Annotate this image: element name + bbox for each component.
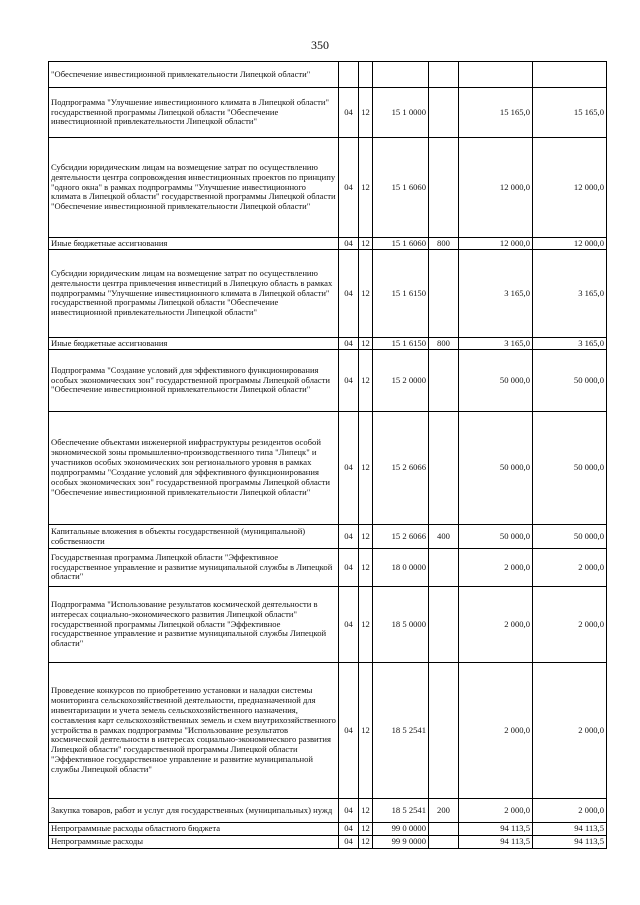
row-section: 04 — [339, 549, 359, 587]
row-name: Субсидии юридическим лицам на возмещение затрат по осуществлению деятельности центра сопровождения инвестиционных проектов по принципу "одного окна" в рамках подпрограммы "Улучшение инвестиционного климата в Липецкой области" государственной программы Липецкой области "Обеспечение инвестиционной привлекательности Липецкой области" — [49, 138, 339, 238]
row-section: 04 — [339, 663, 359, 799]
row-section: 04 — [339, 412, 359, 525]
row-subsection: 12 — [359, 238, 373, 250]
row-sum-year1: 12 000,0 — [459, 138, 533, 238]
row-expense-type — [429, 663, 459, 799]
row-target-code: 15 1 6060 — [373, 138, 429, 238]
row-target-code — [373, 62, 429, 88]
row-subsection: 12 — [359, 88, 373, 138]
row-sum-year1: 2 000,0 — [459, 587, 533, 663]
row-target-code: 15 2 6066 — [373, 525, 429, 549]
row-expense-type: 200 — [429, 799, 459, 823]
row-target-code: 18 5 0000 — [373, 587, 429, 663]
row-expense-type: 400 — [429, 525, 459, 549]
row-expense-type — [429, 138, 459, 238]
row-expense-type — [429, 549, 459, 587]
row-sum-year1: 94 113,5 — [459, 836, 533, 849]
row-section: 04 — [339, 238, 359, 250]
row-sum-year2: 12 000,0 — [533, 138, 607, 238]
row-sum-year1: 94 113,5 — [459, 823, 533, 836]
table-row — [49, 238, 607, 250]
row-subsection: 12 — [359, 663, 373, 799]
row-name: Подпрограмма "Использование результатов космической деятельности в интересах социально-экономического развития Липецкой области" государственной программы Липецкой области "Эффективное государственное управление и развитие муниципальной службы Липецкой области" — [49, 587, 339, 663]
row-target-code: 99 0 0000 — [373, 823, 429, 836]
row-expense-type — [429, 412, 459, 525]
row-sum-year1: 3 165,0 — [459, 338, 533, 350]
row-expense-type: 800 — [429, 238, 459, 250]
row-sum-year2: 3 165,0 — [533, 250, 607, 338]
row-sum-year1: 50 000,0 — [459, 412, 533, 525]
row-subsection: 12 — [359, 250, 373, 338]
row-target-code: 99 9 0000 — [373, 836, 429, 849]
row-sum-year2: 12 000,0 — [533, 238, 607, 250]
row-name: Иные бюджетные ассигнования — [49, 238, 339, 250]
row-sum-year1: 50 000,0 — [459, 525, 533, 549]
row-name: Обеспечение объектами инженерной инфраструктуры резидентов особой экономической зоны промышленно-производственного типа "Липецк" и участников особых экономических зон регионального уровня в рамках подпрограммы "Создание условий для эффективного функционирования особых экономических зон" государственной программы Липецкой области "Обеспечение инвестиционной привлекательности Липецкой области" — [49, 412, 339, 525]
table-row — [49, 338, 607, 350]
row-sum-year2: 2 000,0 — [533, 587, 607, 663]
table-row — [49, 799, 607, 823]
row-sum-year1: 3 165,0 — [459, 250, 533, 338]
row-subsection: 12 — [359, 836, 373, 849]
row-target-code: 15 2 6066 — [373, 412, 429, 525]
row-expense-type — [429, 350, 459, 412]
row-sum-year2: 2 000,0 — [533, 799, 607, 823]
row-subsection: 12 — [359, 338, 373, 350]
row-sum-year1: 2 000,0 — [459, 549, 533, 587]
row-sum-year2: 2 000,0 — [533, 549, 607, 587]
row-target-code: 15 1 6150 — [373, 338, 429, 350]
table-row — [49, 836, 607, 849]
row-target-code: 15 1 0000 — [373, 88, 429, 138]
row-sum-year1: 2 000,0 — [459, 663, 533, 799]
row-subsection: 12 — [359, 799, 373, 823]
row-sum-year1: 12 000,0 — [459, 238, 533, 250]
row-section: 04 — [339, 88, 359, 138]
row-subsection: 12 — [359, 525, 373, 549]
table-row — [49, 138, 607, 238]
table-row — [49, 350, 607, 412]
row-name: Непрограммные расходы — [49, 836, 339, 849]
row-section — [339, 62, 359, 88]
row-expense-type — [429, 836, 459, 849]
row-sum-year2: 94 113,5 — [533, 836, 607, 849]
row-sum-year1 — [459, 62, 533, 88]
row-target-code: 15 1 6060 — [373, 238, 429, 250]
row-subsection — [359, 62, 373, 88]
row-name: Закупка товаров, работ и услуг для государственных (муниципальных) нужд — [49, 799, 339, 823]
row-section: 04 — [339, 587, 359, 663]
row-subsection: 12 — [359, 587, 373, 663]
row-name: Проведение конкурсов по приобретению установки и наладки системы мониторинга сельскохозяйственной деятельности, предназначенной для инвентаризации и учета земель сельскохозяйственного назначения, составления карт сельскохозяйственных земель и схем внутрихозяйственного устройства в рамках подпрограммы "Использование результатов космической деятельности в интересах социально-экономического развития Липецкой области" государственной программы Липецкой области "Эффективное государственное управление и развитие муниципальной службы Липецкой области" — [49, 663, 339, 799]
row-sum-year2 — [533, 62, 607, 88]
row-target-code: 15 2 0000 — [373, 350, 429, 412]
table-row — [49, 250, 607, 338]
row-expense-type — [429, 62, 459, 88]
row-target-code: 18 5 2541 — [373, 663, 429, 799]
page-number: 350 — [311, 38, 329, 52]
row-name: Подпрограмма "Улучшение инвестиционного климата в Липецкой области" государственной программы Липецкой области "Обеспечение инвестиционной привлекательности Липецкой области" — [49, 88, 339, 138]
row-name: Субсидии юридическим лицам на возмещение затрат по осуществлению деятельности центра привлечения инвестиций в Липецкую область в рамках подпрограммы "Улучшение инвестиционного климата в Липецкой области" государственной программы Липецкой области "Обеспечение инвестиционной привлекательности Липецкой области" — [49, 250, 339, 338]
row-section: 04 — [339, 525, 359, 549]
table-row — [49, 549, 607, 587]
row-sum-year2: 94 113,5 — [533, 823, 607, 836]
row-name: Подпрограмма "Создание условий для эффективного функционирования особых экономических зон" государственной программы Липецкой области "Обеспечение инвестиционной привлекательности Липецкой области" — [49, 350, 339, 412]
row-section: 04 — [339, 799, 359, 823]
row-sum-year2: 15 165,0 — [533, 88, 607, 138]
table-row — [49, 525, 607, 549]
row-sum-year1: 50 000,0 — [459, 350, 533, 412]
row-sum-year2: 50 000,0 — [533, 412, 607, 525]
row-section: 04 — [339, 836, 359, 849]
table-row — [49, 823, 607, 836]
table-row — [49, 663, 607, 799]
row-sum-year2: 3 165,0 — [533, 338, 607, 350]
table-row — [49, 88, 607, 138]
row-expense-type — [429, 250, 459, 338]
row-target-code: 18 0 0000 — [373, 549, 429, 587]
row-section: 04 — [339, 338, 359, 350]
row-target-code: 15 1 6150 — [373, 250, 429, 338]
row-name: Непрограммные расходы областного бюджета — [49, 823, 339, 836]
table-row — [49, 587, 607, 663]
row-subsection: 12 — [359, 138, 373, 238]
row-expense-type: 800 — [429, 338, 459, 350]
row-sum-year1: 15 165,0 — [459, 88, 533, 138]
row-target-code: 18 5 2541 — [373, 799, 429, 823]
row-name: "Обеспечение инвестиционной привлекательности Липецкой области" — [49, 62, 339, 88]
table-row — [49, 62, 607, 88]
row-subsection: 12 — [359, 549, 373, 587]
row-sum-year1: 2 000,0 — [459, 799, 533, 823]
row-sum-year2: 2 000,0 — [533, 663, 607, 799]
row-subsection: 12 — [359, 412, 373, 525]
row-name: Государственная программа Липецкой области "Эффективное государственное управление и развитие муниципальной службы в Липецкой области" — [49, 549, 339, 587]
row-section: 04 — [339, 350, 359, 412]
row-section: 04 — [339, 823, 359, 836]
row-section: 04 — [339, 138, 359, 238]
row-expense-type — [429, 88, 459, 138]
row-expense-type — [429, 823, 459, 836]
row-name: Иные бюджетные ассигнования — [49, 338, 339, 350]
row-subsection: 12 — [359, 350, 373, 412]
row-name: Капитальные вложения в объекты государственной (муниципальной) собственности — [49, 525, 339, 549]
row-sum-year2: 50 000,0 — [533, 525, 607, 549]
budget-table — [48, 61, 607, 849]
row-subsection: 12 — [359, 823, 373, 836]
row-sum-year2: 50 000,0 — [533, 350, 607, 412]
row-section: 04 — [339, 250, 359, 338]
row-expense-type — [429, 587, 459, 663]
table-row — [49, 412, 607, 525]
